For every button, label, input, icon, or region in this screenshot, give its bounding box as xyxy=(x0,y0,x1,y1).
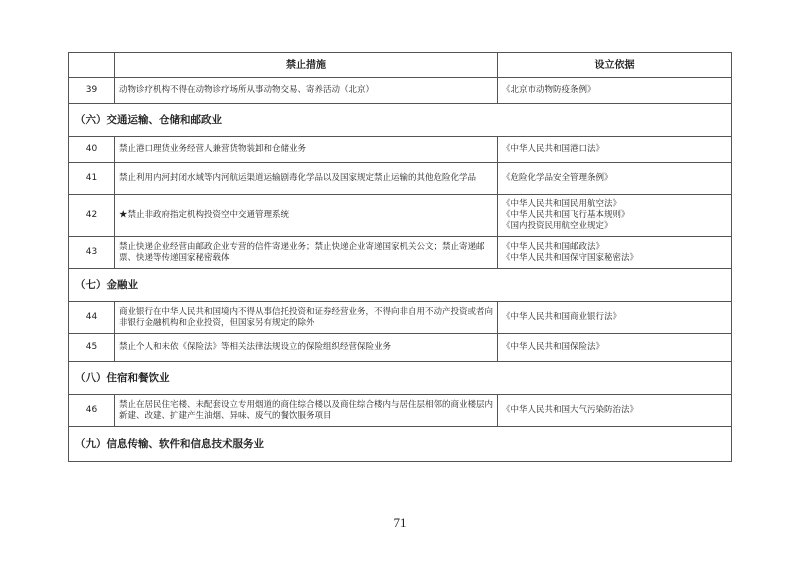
row-measure: ★禁止非政府指定机构投资空中交通管理系统 xyxy=(115,195,498,237)
header-measure: 禁止措施 xyxy=(115,53,498,78)
table-row xyxy=(69,302,732,334)
row-measure: 禁止个人和未依《保险法》等相关法律法规设立的保险组织经营保险业务 xyxy=(115,334,498,362)
row-basis xyxy=(498,237,732,269)
section-row xyxy=(69,104,732,137)
basis-line: 《国内投资民用航空业规定》 xyxy=(502,221,613,231)
row-number: 45 xyxy=(69,334,115,362)
row-number: 42 xyxy=(69,195,115,237)
section-title: （八）住宿和餐饮业 xyxy=(69,362,732,395)
table-row xyxy=(69,163,732,195)
section-row xyxy=(69,427,732,462)
table-row xyxy=(69,78,732,104)
prohibition-table xyxy=(68,52,732,462)
table-row xyxy=(69,395,732,427)
table-header-row xyxy=(69,53,732,78)
basis-line: 《中华人民共和国民用航空法》 xyxy=(502,199,622,209)
table-row xyxy=(69,195,732,237)
row-number: 40 xyxy=(69,137,115,163)
basis-line: 《中华人民共和国保守国家秘密法》 xyxy=(502,252,639,263)
row-basis: 《中华人民共和国港口法》 xyxy=(498,137,732,163)
row-basis: 《北京市动物防疫条例》 xyxy=(498,78,732,104)
table-row xyxy=(69,137,732,163)
table-row xyxy=(69,237,732,269)
row-measure: 禁止快递企业经营由邮政企业专营的信件寄递业务；禁止快递企业寄递国家机关公文；禁止寄递邮票、快递等传递国家秘密载体 xyxy=(115,237,498,269)
row-number: 43 xyxy=(69,237,115,269)
row-number: 44 xyxy=(69,302,115,334)
section-title: （六）交通运输、仓储和邮政业 xyxy=(69,104,732,137)
row-measure: 禁止利用内河封闭水域等内河航运渠道运输剧毒化学品以及国家规定禁止运输的其他危险化学品 xyxy=(115,163,498,195)
basis-line: 《中华人民共和国邮政法》 xyxy=(502,241,605,252)
table-row xyxy=(69,334,732,362)
row-basis: 《中华人民共和国商业银行法》 xyxy=(498,302,732,334)
page-number: 71 xyxy=(393,515,407,530)
row-measure: 禁止港口理货业务经营人兼营货物装卸和仓储业务 xyxy=(115,137,498,163)
row-number: 39 xyxy=(69,78,115,104)
row-basis: 《中华人民共和国保险法》 xyxy=(498,334,732,362)
row-number: 41 xyxy=(69,163,115,195)
row-basis: 《危险化学品安全管理条例》 xyxy=(498,163,732,195)
row-measure: 商业银行在中华人民共和国境内不得从事信托投资和证券经营业务，不得向非自用不动产投资或者向非银行金融机构和企业投资，但国家另有规定的除外 xyxy=(115,302,498,334)
header-number xyxy=(69,53,115,78)
row-basis xyxy=(498,195,732,237)
basis-line: 《中华人民共和国飞行基本规则》 xyxy=(502,210,630,220)
section-title: （七）金融业 xyxy=(69,269,732,302)
header-basis: 设立依据 xyxy=(498,53,732,78)
row-measure: 动物诊疗机构不得在动物诊疗场所从事动物交易、寄养活动（北京） xyxy=(115,78,498,104)
row-number: 46 xyxy=(69,395,115,427)
section-row xyxy=(69,269,732,302)
row-measure: 禁止在居民住宅楼、未配套设立专用烟道的商住综合楼以及商住综合楼内与居住层相邻的商业楼层内新建、改建、扩建产生油烟、异味、废气的餐饮服务项目 xyxy=(115,395,498,427)
section-title: （九）信息传输、软件和信息技术服务业 xyxy=(69,427,732,462)
row-basis: 《中华人民共和国大气污染防治法》 xyxy=(498,395,732,427)
section-row xyxy=(69,362,732,395)
